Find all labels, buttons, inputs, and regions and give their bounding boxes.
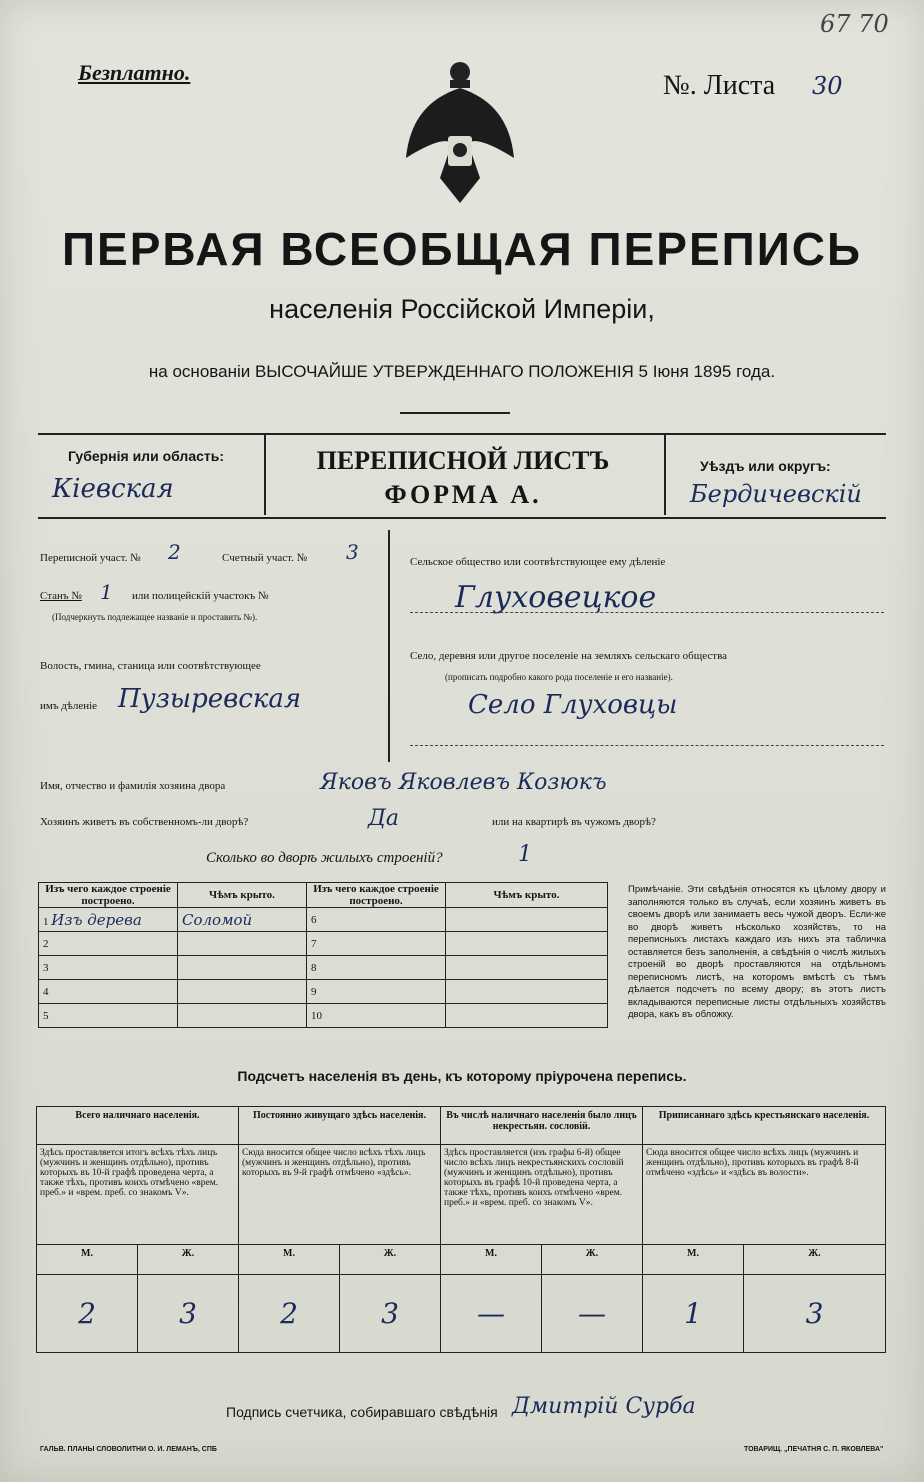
male-header: М. (37, 1245, 138, 1275)
census-area-value: 2 (168, 540, 181, 564)
table-row (39, 956, 608, 980)
village-value: Село Глуховцы (468, 690, 678, 720)
imperial-eagle-icon (400, 58, 520, 208)
table-row (39, 1004, 608, 1028)
female-header: Ж. (138, 1245, 239, 1275)
peasant-male-value: 1 (643, 1275, 744, 1353)
district-label: Уѣздъ или округъ: (700, 458, 831, 474)
buildings-value: 1 (518, 842, 532, 867)
column-description: Здѣсь проставляется итогъ всѣхъ тѣхъ лицъ (мужчинъ и женщинъ отдѣльно), противъ которыхъ въ 10-й графѣ проведена черта, а также тѣхъ, противъ коихъ отмѣчено «врем. преб.» и «врем. преб. со знакомъ V». (37, 1145, 239, 1245)
legal-basis: на основаніи ВЫСОЧАЙШЕ УТВЕРЖДЕННАГО ПОЛОЖЕНІЯ 5 Іюня 1895 года. (148, 362, 776, 381)
form-title: ПЕРЕПИСНОЙ ЛИСТЪ (316, 446, 610, 475)
note-text: Примѣчаніе. Эти свѣдѣнія относятся къ цѣлому двору и заполняются только въ случаѣ, если хозяинъ живетъ въ своемъ дворѣ или занимаетъ весь чужой дворъ. Если-же во дворѣ живетъ нѣсколько хозяйствъ, то на переписныхъ листахъ каждаго изъ нихъ эта табличка оставляется безъ заполненія, а свѣдѣнія о числѣ жилыхъ строеній во дворѣ проставляются на отдѣльномъ переписномъ листѣ, на которомъ вмѣстѣ съ тѣмъ дѣлается подсчетъ по всему двору; въ этотъ листъ вкладываются переписные листы отдѣльныхъ хозяйствъ двора, какъ въ обложку. (628, 884, 886, 1020)
row-number: 7 (307, 932, 446, 956)
signature-value: Дмитрiй Сурба (512, 1394, 696, 1419)
owner-name-value: Яковъ Яковлевъ Козюкъ (320, 770, 607, 795)
rented-label: или на квартирѣ въ чужомъ дворѣ? (492, 816, 656, 828)
resident-female-value: 3 (340, 1275, 441, 1353)
count-area-label: Счетный участ. № (222, 552, 308, 564)
archive-number: 67 70 (820, 10, 889, 38)
printer-right: ТОВАРИЩ. „ПЕЧАТНЯ С. П. ЯКОВЛЕВА" (744, 1446, 884, 1453)
ornament-divider (400, 412, 510, 414)
row-number: 1 (43, 915, 49, 928)
nonpeasant-male-value: — (441, 1275, 542, 1353)
volost-label-2: имъ дѣленіе (40, 700, 98, 712)
material-header: Изъ чего каждое строеніе построено. (39, 883, 178, 908)
column-head: Въ числѣ наличнаго населенія было лицъ некрестьян. сословій. (441, 1107, 643, 1145)
vertical-divider (388, 530, 390, 762)
table-row (39, 908, 608, 932)
roof-header: Чѣмъ крыто. (178, 883, 307, 908)
peasant-female-value: 3 (744, 1275, 886, 1353)
nonpeasant-female-value: — (542, 1275, 643, 1353)
village-label: Село, деревня или другое поселеніе на земляхъ сельскаго общества (410, 650, 728, 662)
column-description: Здѣсь проставляется (изъ графы 6-й) общее число всѣхъ лицъ некрестьянскихъ сословій (мужчинъ и женщинъ отдѣльно), противъ которыхъ въ графѣ 10-й проведена черта, а также тѣхъ, противъ коихъ отмѣчено «врем. преб.» и «врем. преб. со знакомъ V». (441, 1145, 643, 1245)
police-area-label: или полицейскій участокъ № (132, 590, 269, 602)
row-number: 4 (39, 980, 178, 1004)
volost-label: Волость, гмина, станица или соотвѣтствующее (40, 660, 261, 672)
owner-name-label: Имя, отчество и фамилія хозяина двора (40, 780, 226, 792)
material-header: Изъ чего каждое строеніе построено. (307, 883, 446, 908)
column-description: Сюда вносится общее число всѣхъ лицъ (мужчинъ и женщинъ отдѣльно), противъ которыхъ въ графѣ 8-й отмѣчено «здѣсь» и «здѣсь въ волости». (643, 1145, 886, 1245)
row-number: 5 (39, 1004, 178, 1028)
society-label: Сельское общество или соотвѣтствующее ему дѣленіе (410, 556, 666, 568)
column-description: Сюда вносится общее число всѣхъ тѣхъ лицъ (мужчинъ и женщинъ отдѣльно), противъ которыхъ въ 9-й графѣ отмѣчено «здѣсь». (239, 1145, 441, 1245)
stan-label: Станъ № (40, 590, 82, 602)
row-number: 2 (39, 932, 178, 956)
stan-value: 1 (100, 580, 113, 604)
female-header: Ж. (744, 1245, 886, 1275)
sheet-number-label: №. Листа (663, 70, 776, 101)
village-line (410, 745, 884, 746)
underline-note: (Подчеркнуть подлежащее названіе и проставить №). (52, 612, 258, 622)
row-number: 6 (307, 908, 446, 932)
population-table (36, 1106, 886, 1353)
column-head: Постоянно живущаго здѣсь населенія. (239, 1107, 441, 1145)
form-type: ФОРМА А. (384, 480, 542, 509)
village-note: (прописать подробно какого рода поселеніе и его названіе). (445, 672, 673, 682)
total-male-value: 2 (37, 1275, 138, 1353)
free-label: Безплатно. (78, 60, 191, 85)
material-value: Изъ дерева (51, 910, 142, 929)
resident-male-value: 2 (239, 1275, 340, 1353)
roof-value: Соломой (178, 908, 307, 932)
population-title: Подсчетъ населенія въ день, къ которому пріурочена перепись. (237, 1068, 687, 1084)
male-header: М. (239, 1245, 340, 1275)
count-area-value: 3 (346, 540, 359, 564)
female-header: Ж. (340, 1245, 441, 1275)
society-line (410, 612, 884, 613)
row-number: 9 (307, 980, 446, 1004)
printer-left: ГАЛЬВ. ПЛАНЫ СЛОВОЛИТНИ О. И. ЛЕМАНЪ, СПБ (40, 1446, 217, 1453)
census-area-label: Переписной участ. № (40, 552, 141, 564)
table-row (39, 932, 608, 956)
province-value: Кiевская (52, 474, 174, 504)
female-header: Ж. (542, 1245, 643, 1275)
roof-header: Чѣмъ крыто. (446, 883, 608, 908)
buildings-label: Сколько во дворѣ жилыхъ строеній? (206, 850, 443, 866)
column-head: Приписаннаго здѣсь крестьянскаго населенія. (643, 1107, 886, 1145)
own-yard-value: Да (368, 806, 400, 831)
column-head: Всего наличнаго населенія. (37, 1107, 239, 1145)
table-row (39, 980, 608, 1004)
total-female-value: 3 (138, 1275, 239, 1353)
row-number: 3 (39, 956, 178, 980)
buildings-table (38, 882, 608, 1028)
male-header: М. (643, 1245, 744, 1275)
male-header: М. (441, 1245, 542, 1275)
subtitle: населенія Россійской Имперіи, (269, 294, 655, 324)
society-value: Глуховецкое (455, 580, 657, 615)
own-yard-label: Хозяинъ живетъ въ собственномъ-ли дворѣ? (40, 816, 249, 828)
row-number: 8 (307, 956, 446, 980)
signature-label: Подпись счетчика, собиравшаго свѣдѣнія (226, 1404, 498, 1420)
main-title: ПЕРВАЯ ВСЕОБЩАЯ ПЕРЕПИСЬ (61, 223, 863, 275)
district-value: Бердичевскiй (690, 480, 862, 508)
province-label: Губернія или область: (68, 448, 225, 464)
sheet-number-value: 30 (812, 72, 843, 100)
row-number: 10 (307, 1004, 446, 1028)
volost-value: Пузыревская (118, 684, 302, 714)
